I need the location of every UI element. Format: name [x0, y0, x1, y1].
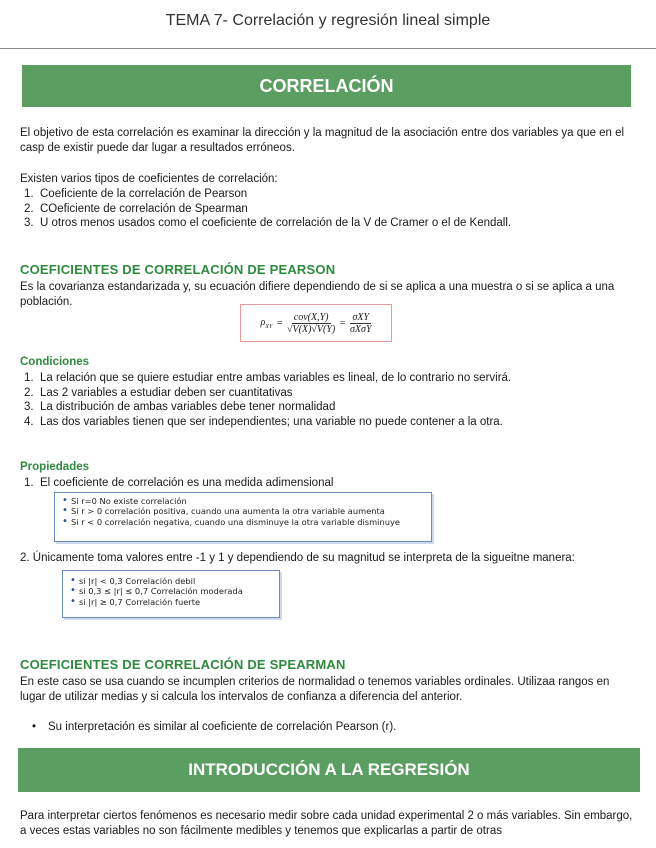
list-item: 1. El coeficiente de correlación es una medida adimensional [24, 477, 334, 489]
formula-eq: = [276, 317, 284, 329]
formula-fraction-cov: $\frac{\text{cov(X,Y)}}{√V(X)√V(Y)}$ [287, 311, 336, 335]
types-lead: Existen varios tipos de coeficientes de correlación: [20, 173, 278, 185]
spearman-heading: COEFICIENTES DE CORRELACIÓN DE SPEARMAN [20, 657, 346, 672]
properties-list [22, 476, 634, 491]
pearson-paragraph: Es la covarianza estandarizada y, su ecuación difiere dependiendo de si se aplica a una muestra o si se aplica a una población. [20, 281, 615, 308]
types-list [22, 187, 634, 231]
list-number: 1. [24, 188, 34, 200]
list-item [22, 216, 634, 231]
list-text: COeficiente de correlación de Spearman [40, 202, 248, 215]
list-item [22, 187, 634, 202]
box-item: • si |r| ≥ 0,7 Correlación fuerte [69, 597, 273, 607]
list-item: 3. La distribución de ambas variables debe tener normalidad [24, 401, 336, 413]
conditions-list [22, 371, 634, 429]
intro-paragraph: El objetivo de esta correlación es examinar la dirección y la magnitud de la asociación entre dos variables ya que en el casp de existir puede dar lugar a resultados erróneos. [20, 127, 625, 154]
list-item: 2. Las 2 variables a estudiar deben ser cuantitativas [24, 386, 293, 399]
regression-paragraph: Para interpretar ciertos fenómenos es necesario medir sobre cada unidad experimental 2 o más variables. Sin embargo, a veces estas variables no son fácilmente medibles y tenemos que explicarlas a partir de otras [20, 810, 633, 837]
page-title: TEMA 7- Correlación y regresión lineal simple [165, 12, 491, 29]
properties-heading: Propiedades [20, 461, 90, 473]
list-text: U otros menos usados como el coeficiente de correlación de la V de Cramer o el de Kendall. [40, 217, 512, 229]
list-item: 4. Las dos variables tienen que ser independientes; una variable no puede contener a la otra. [24, 415, 503, 428]
spearman-bullet: • Su interpretación es similar al coeficiente de correlación Pearson (r). [32, 721, 397, 733]
list-text: Coeficiente de la correlación de Pearson [40, 188, 248, 200]
box-item: • Si r < 0 correlación negativa, cuando una disminuye la otra variable disminuye [61, 517, 425, 527]
pearson-heading: COEFICIENTES DE CORRELACIÓN DE PEARSON [20, 262, 336, 277]
box-item: • Si r=0 No existe correlación [61, 496, 425, 506]
box-item: • si 0,3 ≤ |r| ≤ 0,7 Correlación moderada [69, 586, 273, 596]
spearman-paragraph: En este caso se usa cuando se incumplen criterios de normalidad o tenemos variables ordinales. Utilizaa rangos en lugar de utilizar medias y si calcula los intervalos de confianza a diferencia del anterior. [20, 676, 610, 703]
bullet-icon: • [32, 721, 37, 733]
list-item [22, 202, 634, 217]
section-banner-correlacion: CORRELACIÓN [22, 65, 631, 107]
property-box-2 [62, 570, 280, 618]
conditions-heading: Condiciones [20, 356, 90, 368]
box-item: • si |r| < 0,3 Correlación debil [69, 576, 273, 586]
property-2: 2. Únicamente toma valores entre -1 y 1 y dependiendo de su magnitud se interpreta de la sigueitne manera: [20, 552, 575, 564]
formula-eq-2: = [339, 317, 346, 329]
list-number: 2. [24, 202, 34, 215]
list-number: 3. [24, 217, 34, 229]
property-box-1 [54, 492, 432, 542]
list-item: 1. La relación que se quiere estudiar entre ambas variables es lineal, de lo contrario no servirá. [24, 372, 512, 384]
section-banner-regresion: INTRODUCCIÓN A LA REGRESIÓN [18, 748, 640, 792]
pearson-formula [240, 304, 392, 342]
formula-fraction-sigma: $\frac{\text{σXY}}{\text{σXσY}}$ [349, 311, 372, 335]
box-item: • Si r > 0 correlación positiva, cuando una aumenta la otra variable aumenta [61, 506, 425, 516]
header-divider [0, 48, 656, 49]
formula-lhs: $\rho_{XY}$ [260, 316, 273, 330]
